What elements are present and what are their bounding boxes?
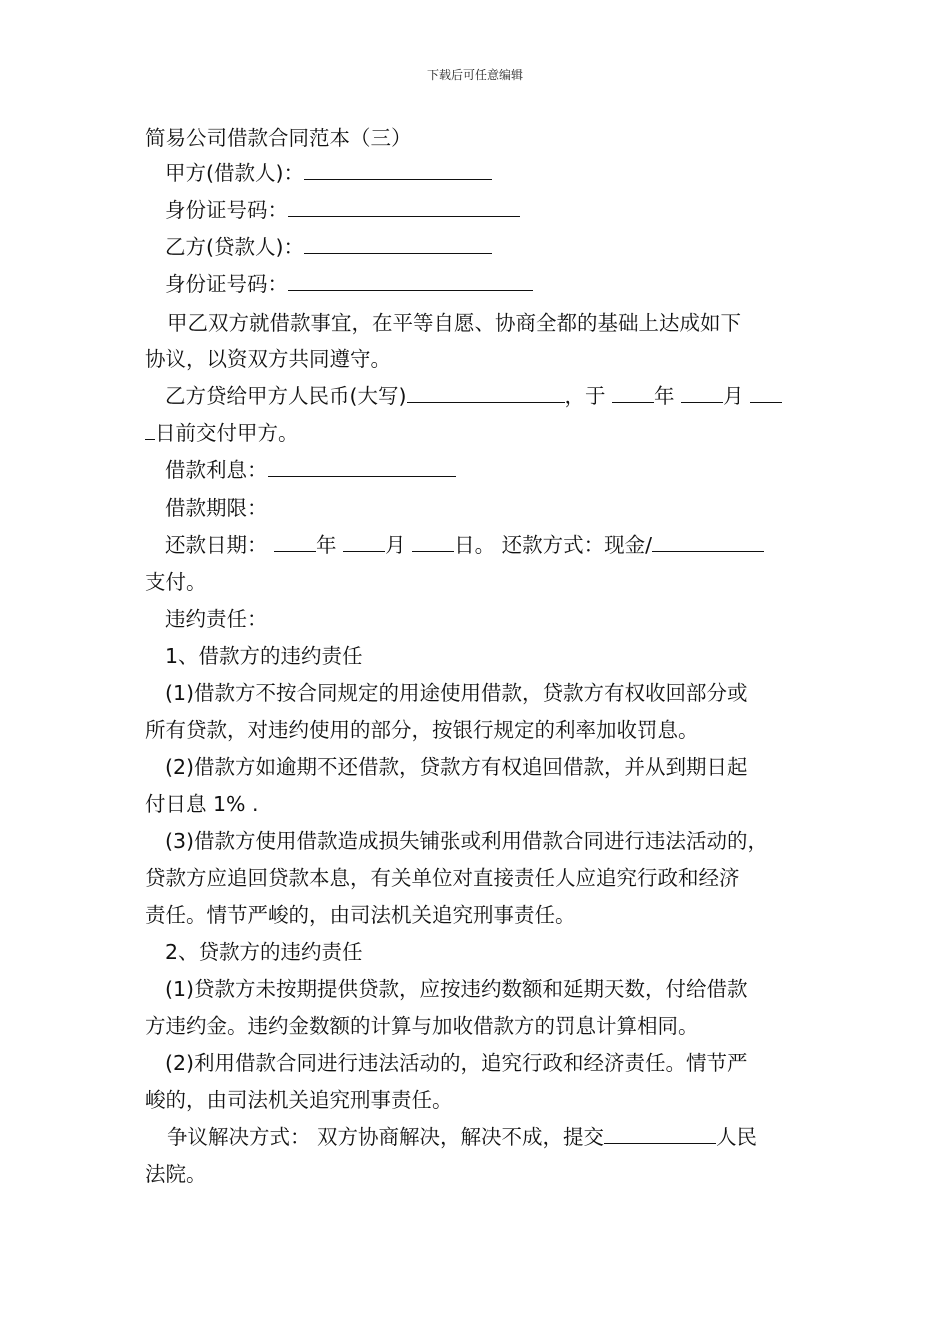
clause-line: 所有贷款，对违约使用的部分，按银行规定的利率加收罚息。 <box>145 718 699 742</box>
court-suffix: 人民 <box>716 1125 758 1149</box>
repay-year-blank[interactable] <box>274 531 316 552</box>
repayment-method-label: 日。 还款方式：现金/ <box>454 533 653 557</box>
clause-line: (2)利用借款合同进行违法活动的，追究行政和经济责任。情节严 <box>165 1051 748 1075</box>
loan-date-line <box>145 419 299 447</box>
year-label: 年 <box>654 384 675 408</box>
paragraph-line: 支付。 <box>145 570 207 594</box>
paragraph-line: 法院。 <box>145 1162 207 1186</box>
clause-line: 方违约金。违约金数额的计算与加收借款方的罚息计算相同。 <box>145 1014 699 1038</box>
repayment-method-blank[interactable] <box>652 531 764 552</box>
repayment-line <box>165 531 764 559</box>
term-label: 借款期限： <box>165 496 268 520</box>
loan-amount-blank[interactable] <box>407 382 565 403</box>
paragraph-line: 协议，以资双方共同遵守。 <box>145 347 391 371</box>
clause-line: (1)借款方不按合同规定的用途使用借款，贷款方有权收回部分或 <box>165 681 748 705</box>
repay-day-blank[interactable] <box>412 531 454 552</box>
interest-line <box>165 456 456 484</box>
court-blank[interactable] <box>604 1123 716 1144</box>
dispute-line <box>167 1123 757 1151</box>
party-b-id-blank[interactable] <box>288 270 533 291</box>
year-label: 年 <box>316 533 337 557</box>
clause-line: (1)贷款方未按期提供贷款，应按违约数额和延期天数，付给借款 <box>165 977 748 1001</box>
party-a-id-line <box>165 196 520 224</box>
loan-day-blank-cont[interactable] <box>145 419 155 440</box>
party-a-label: 甲方(借款人)： <box>165 161 304 185</box>
dispute-label: 争议解决方式： 双方协商解决，解决不成，提交 <box>167 1125 605 1149</box>
section-heading: 1、借款方的违约责任 <box>165 644 363 668</box>
party-b-blank[interactable] <box>304 233 492 254</box>
page-header: 下载后可任意编辑 <box>426 68 523 82</box>
interest-label: 借款利息： <box>165 458 268 482</box>
party-b-label: 乙方(贷款人)： <box>165 235 304 259</box>
party-a-line <box>165 159 492 187</box>
clause-line: 付日息 1% . <box>145 792 259 816</box>
paragraph-line: 甲乙双方就借款事宜，在平等自愿、协商全都的基础上达成如下 <box>167 311 741 335</box>
loan-day-blank[interactable] <box>750 382 782 403</box>
party-a-id-blank[interactable] <box>288 196 520 217</box>
party-b-line <box>165 233 492 261</box>
loan-amount-label: 乙方贷给甲方人民币(大写) <box>165 384 407 408</box>
clause-line: (3)借款方使用借款造成损失铺张或利用借款合同进行违法活动的， <box>165 829 769 853</box>
loan-month-blank[interactable] <box>681 382 723 403</box>
party-b-id-label: 身份证号码： <box>165 272 288 296</box>
party-a-id-label: 身份证号码： <box>165 198 288 222</box>
section-heading: 违约责任： <box>165 607 268 631</box>
month-label: 月 <box>723 384 744 408</box>
clause-line: 贷款方应追回贷款本息，有关单位对直接责任人应追究行政和经济 <box>145 866 740 890</box>
month-label: 月 <box>385 533 406 557</box>
clause-line: 责任。情节严峻的，由司法机关追究刑事责任。 <box>145 903 576 927</box>
delivery-text: 日前交付甲方。 <box>155 421 299 445</box>
party-b-id-line <box>165 270 533 298</box>
clause-line: 峻的，由司法机关追究刑事责任。 <box>145 1088 453 1112</box>
contract-title: 简易公司借款合同范本（三） <box>145 126 412 150</box>
loan-year-blank[interactable] <box>612 382 654 403</box>
loan-date-prefix: ，于 <box>564 384 606 408</box>
interest-blank[interactable] <box>268 456 456 477</box>
clause-line: (2)借款方如逾期不还借款，贷款方有权追回借款，并从到期日起 <box>165 755 748 779</box>
party-a-blank[interactable] <box>304 159 492 180</box>
repay-month-blank[interactable] <box>343 531 385 552</box>
section-heading: 2、贷款方的违约责任 <box>165 940 363 964</box>
repayment-date-label: 还款日期： <box>165 533 268 557</box>
loan-amount-line <box>165 382 782 410</box>
